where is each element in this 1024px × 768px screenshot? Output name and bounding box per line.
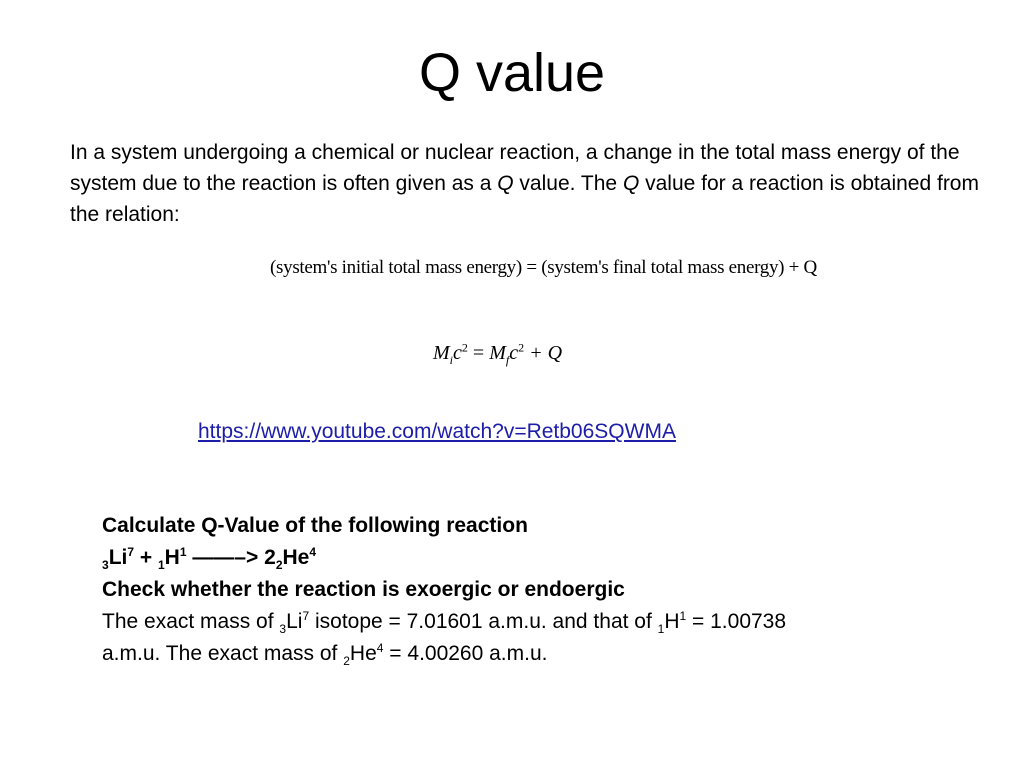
mass-text: isotope = 7.01601 a.m.u. and that of [309, 610, 658, 633]
mass-data-line-1 [102, 606, 982, 638]
helium-mass-number: 4 [309, 545, 317, 559]
helium-mass-number: 4 [376, 641, 384, 655]
lithium-mass-number: 7 [127, 545, 135, 559]
formula-mass-symbol: M [433, 342, 450, 364]
slide-title: Q value [418, 43, 606, 103]
lithium-symbol: Li [286, 610, 303, 633]
reaction-arrow: ——–> 2 [186, 546, 276, 569]
intro-text-3: value for a reaction is obtained from the relation: [70, 172, 979, 226]
lithium-atomic-number: 3 [102, 558, 109, 573]
helium-symbol: He [349, 642, 377, 665]
intro-text-2: value. The [513, 172, 623, 195]
mass-text: = 1.00738 [686, 610, 787, 633]
problem-block [102, 510, 982, 670]
formula-exponent: 2 [461, 340, 468, 355]
lithium-mass-number: 7 [302, 609, 310, 623]
hydrogen-mass-number: 1 [679, 609, 687, 623]
formula-subscript-initial: i [449, 353, 454, 367]
helium-atomic-number: 2 [275, 558, 283, 573]
q-symbol: Q [497, 172, 514, 195]
lithium-symbol: Li [108, 546, 128, 569]
mass-text: a.m.u. The exact mass of [102, 642, 344, 665]
lithium-atomic-number: 3 [279, 622, 287, 637]
hydrogen-atomic-number: 1 [657, 622, 665, 637]
intro-paragraph [70, 137, 1005, 230]
formula-c: c [509, 342, 519, 364]
q-symbol: Q [622, 172, 640, 195]
youtube-link[interactable]: https://www.youtube.com/watch?v=Retb06SQWMA [198, 420, 676, 443]
check-question: Check whether the reaction is exoergic or endoergic [102, 578, 625, 601]
intro-text-1: In a system undergoing a chemical or nuclear reaction, a change in the total mass energy of the system due to the reaction is often given as a [70, 141, 960, 195]
hydrogen-symbol: H [664, 610, 680, 633]
mass-text: The exact mass of [102, 610, 280, 633]
formula-mass-symbol: M [489, 342, 506, 364]
helium-atomic-number: 2 [343, 654, 350, 669]
formula-subscript-final: f [505, 353, 510, 367]
hydrogen-symbol: H [164, 546, 180, 569]
q-value-formula [433, 337, 633, 369]
problem-heading: Calculate Q-Value of the following reaction [102, 514, 528, 537]
mass-data-line-2 [102, 638, 982, 670]
formula-plus-q: + Q [524, 342, 563, 364]
plus-sign: + [134, 546, 158, 569]
formula-c: c [453, 342, 462, 364]
formula-equals: = [467, 342, 490, 364]
reaction-equation [102, 542, 982, 574]
hydrogen-atomic-number: 1 [157, 558, 165, 573]
hydrogen-mass-number: 1 [179, 545, 187, 559]
mass-text: = 4.00260 a.m.u. [383, 642, 548, 665]
helium-symbol: He [282, 546, 310, 569]
formula-exponent: 2 [518, 340, 525, 355]
mass-energy-relation-equation: (system's initial total mass energy) = (system's final total mass energy) + Q [270, 257, 817, 278]
